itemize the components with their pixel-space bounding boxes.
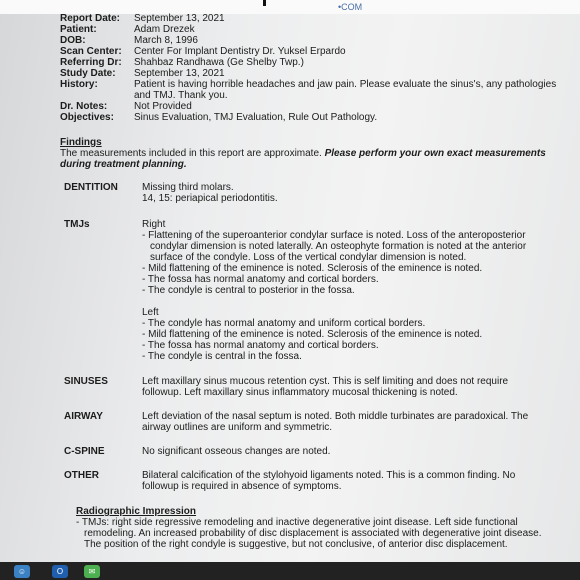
header-label: DOB:: [60, 35, 86, 46]
text-line: - Flattening of the superoanterior condylar surface is noted. Loss of the anteroposterior: [142, 230, 526, 241]
text-line: condylar dimension is noted laterally. An osteophyte formation is noted at the anterior: [150, 241, 527, 252]
section-label: C-SPINE: [64, 446, 105, 457]
header-label: Scan Center:: [60, 46, 122, 57]
section-dentition: [60, 182, 570, 204]
header-value: Center For Implant Dentistry Dr. Yuksel Erpardo: [134, 46, 346, 57]
header-value: March 8, 1996: [134, 35, 198, 46]
findings-note-emphasis: Please perform your own exact measurements during treatment planning.: [60, 148, 546, 170]
impression-line: - TMJs: right side regressive remodeling and inactive degenerative joint disease. Left side functional: [76, 517, 518, 528]
tmj-left-title: Left: [142, 307, 159, 318]
header-value: Adam Drezek: [134, 24, 195, 35]
header-value: Not Provided: [134, 101, 192, 112]
section-c-spine: [60, 446, 570, 457]
header-value: September 13, 2021: [134, 68, 225, 79]
brand-fragment: •COM: [338, 2, 363, 12]
section-label: OTHER: [64, 470, 99, 481]
section-body: [142, 446, 570, 457]
text-line: Left maxillary sinus mucous retention cyst. This is self limiting and does not require: [142, 376, 509, 387]
header-label: Patient:: [60, 24, 97, 35]
section-body: [142, 470, 570, 492]
report-header: [60, 13, 570, 123]
header-value: Shahbaz Randhawa (Ge Shelby Twp.): [134, 57, 304, 68]
header-label: Referring Dr:: [60, 57, 122, 68]
header-label: Dr. Notes:: [60, 101, 108, 112]
text-line: - The condyle has normal anatomy and uniform cortical borders.: [142, 318, 426, 329]
header-row: [60, 112, 570, 123]
header-row: [60, 24, 570, 35]
section-label: AIRWAY: [64, 411, 103, 422]
header-label: Study Date:: [60, 68, 116, 79]
tmj-right-title: Right: [142, 219, 166, 230]
text-line: Left deviation of the nasal septum is noted. Both middle turbinates are paradoxical. The: [142, 411, 529, 422]
taskbar: [0, 562, 580, 580]
header-value: September 13, 2021: [134, 13, 225, 24]
findings-note-plain: The measurements included in this report are approximate.: [60, 148, 325, 159]
header-label: Objectives:: [60, 112, 114, 123]
header-row: [60, 46, 570, 57]
impression-line: remodeling. An increased probability of disc displacement is associated with degenerative joint disease.: [84, 528, 542, 539]
text-line: No significant osseous changes are noted.: [142, 446, 331, 457]
section-label: SINUSES: [64, 376, 108, 387]
header-row: [60, 35, 570, 46]
section-body: [142, 411, 570, 433]
impression-line: The position of the right condyle is suggestive, but not conclusive, of anterior disc displacement.: [84, 539, 508, 550]
header-row: [60, 13, 570, 24]
section-sinuses: [60, 376, 570, 398]
text-cursor: [263, 0, 266, 6]
header-value: Patient is having horrible headaches and jaw pain. Please evaluate the sinus's, any pathologies and TMJ. Thank you.: [134, 79, 557, 101]
text-line: - The fossa has normal anatomy and cortical borders.: [142, 340, 379, 351]
text-line: Bilateral calcification of the stylohyoid ligaments noted. This is a common finding. No: [142, 470, 516, 481]
section-label: TMJs: [64, 219, 90, 230]
header-row: [60, 101, 570, 112]
outlook-icon[interactable]: O: [52, 565, 68, 578]
section-body: [142, 182, 570, 204]
section-tmjs: [60, 219, 570, 362]
text-line: - The condyle is central to posterior in the fossa.: [142, 285, 355, 296]
tmj-right-items: [142, 230, 570, 296]
text-line: - Mild flattening of the eminence is noted. Sclerosis of the eminence is noted.: [142, 263, 483, 274]
text-line: 14, 15: periapical periodontitis.: [142, 193, 278, 204]
section-airway: [60, 411, 570, 433]
impression-body: [60, 517, 570, 550]
text-line: surface of the condyle. Loss of the vertical condylar dimension is noted.: [150, 252, 467, 263]
top-bar: [0, 0, 580, 14]
findings-note: [60, 148, 570, 170]
text-line: - The condyle is central in the fossa.: [142, 351, 302, 362]
text-line: followup. Left maxillary sinus inflammatory mucosal thickening is noted.: [142, 387, 458, 398]
finder-icon[interactable]: ☺: [14, 565, 30, 578]
section-other: [60, 470, 570, 492]
text-line: followup is required in absence of symptoms.: [142, 481, 342, 492]
section-label: DENTITION: [64, 182, 118, 193]
text-line: Missing third molars.: [142, 182, 234, 193]
impression-title: Radiographic Impression: [76, 506, 197, 517]
header-row: [60, 57, 570, 68]
text-line: - Mild flattening of the eminence is noted. Sclerosis of the eminence is noted.: [142, 329, 483, 340]
messages-icon[interactable]: ✉: [84, 565, 100, 578]
report-document: [60, 13, 570, 550]
header-row: [60, 79, 570, 101]
tmj-left-items: [142, 318, 570, 362]
section-body: [142, 376, 570, 398]
text-line: airway outlines are uniform and symmetric.: [142, 422, 333, 433]
header-label: History:: [60, 79, 98, 90]
section-body: [142, 219, 570, 362]
findings-title: Findings: [60, 137, 102, 148]
header-value: Sinus Evaluation, TMJ Evaluation, Rule Out Pathology.: [134, 112, 378, 123]
header-label: Report Date:: [60, 13, 121, 24]
text-line: - The fossa has normal anatomy and cortical borders.: [142, 274, 379, 285]
header-row: [60, 68, 570, 79]
